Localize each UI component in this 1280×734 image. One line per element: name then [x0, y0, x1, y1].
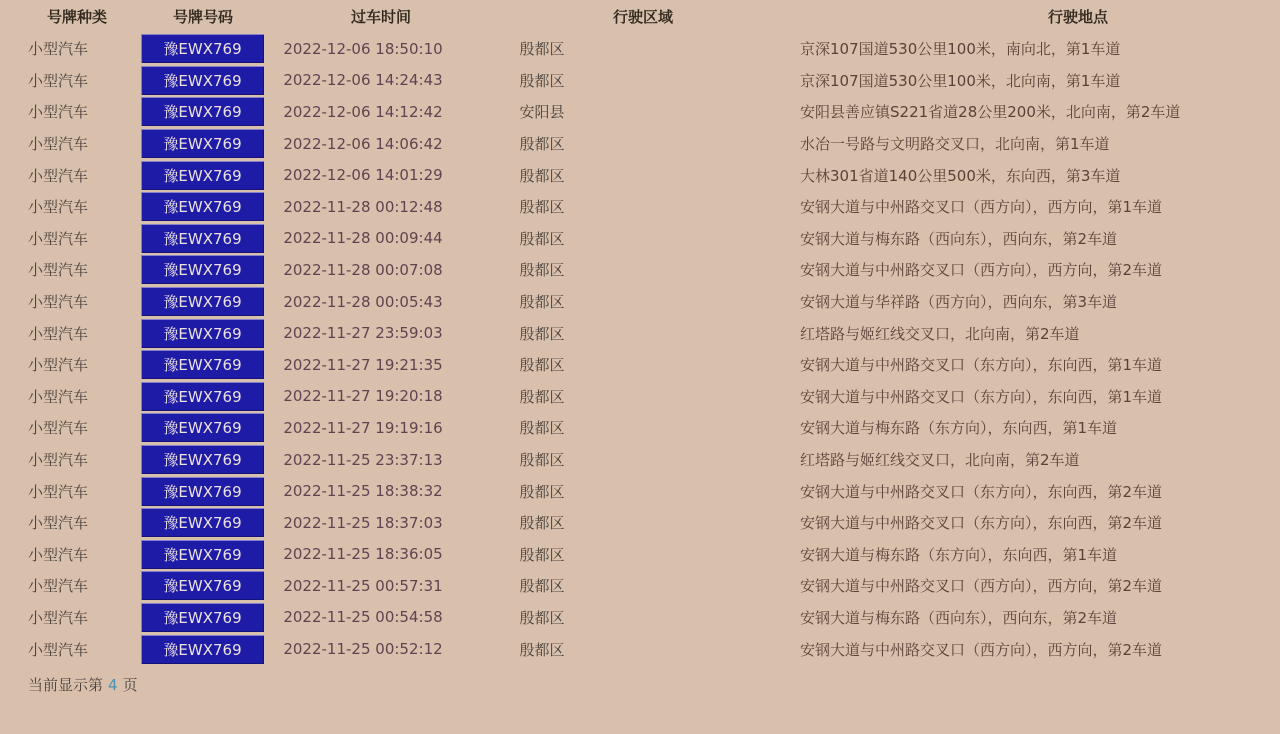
location-cell: 安钢大道与华祥路（西方向），西向东，第3车道: [800, 293, 1118, 312]
location-cell: 安钢大道与中州路交叉口（西方向），西方向，第1车道: [800, 198, 1163, 217]
license-plate-badge[interactable]: 豫EWX769: [141, 287, 264, 316]
region-cell: 殷都区: [519, 640, 565, 659]
plate-type-cell: 小型汽车: [27, 482, 88, 501]
pass-time-cell: 2022-12-06 14:01:29: [283, 166, 443, 185]
plate-type-cell: 小型汽车: [27, 293, 88, 312]
plate-type-cell: 小型汽车: [27, 261, 88, 280]
license-plate-badge[interactable]: 豫EWX769: [141, 129, 264, 158]
plate-number-cell: [141, 66, 264, 95]
plate-type-cell: 小型汽车: [27, 514, 88, 533]
table-row: [0, 507, 1280, 539]
plate-number-cell: [141, 571, 264, 600]
location-cell: 安钢大道与中州路交叉口（东方向），东向西，第1车道: [800, 356, 1163, 375]
plate-number-cell: [141, 540, 264, 569]
header-region: 行驶区域: [612, 8, 674, 26]
table-row: [0, 159, 1280, 191]
region-cell: 殷都区: [519, 545, 565, 564]
location-cell: 安钢大道与中州路交叉口（西方向），西方向，第2车道: [800, 640, 1163, 659]
plate-number-cell: [141, 413, 264, 442]
license-plate-badge[interactable]: 豫EWX769: [141, 255, 264, 284]
license-plate-badge[interactable]: 豫EWX769: [141, 382, 264, 411]
plate-number-cell: [141, 319, 264, 348]
header-plate-type: 号牌种类: [46, 8, 108, 26]
location-cell: 安钢大道与中州路交叉口（西方向），西方向，第2车道: [800, 577, 1163, 596]
pass-time-cell: 2022-11-27 19:21:35: [283, 355, 443, 374]
pass-time-cell: 2022-11-28 00:09:44: [283, 229, 443, 248]
location-cell: 京深107国道530公里100米，南向北，第1车道: [800, 40, 1121, 59]
plate-type-cell: 小型汽车: [27, 166, 88, 185]
license-plate-badge[interactable]: 豫EWX769: [141, 540, 264, 569]
table-row: [0, 444, 1280, 476]
license-plate-badge[interactable]: 豫EWX769: [141, 224, 264, 253]
pass-time-cell: 2022-11-25 00:57:31: [283, 576, 443, 595]
plate-type-cell: 小型汽车: [27, 71, 88, 90]
license-plate-badge[interactable]: 豫EWX769: [141, 508, 264, 537]
license-plate-badge[interactable]: 豫EWX769: [141, 445, 264, 474]
location-cell: 安钢大道与中州路交叉口（西方向），西方向，第2车道: [800, 261, 1163, 280]
pass-time-cell: 2022-12-06 14:12:42: [283, 102, 443, 121]
license-plate-badge[interactable]: 豫EWX769: [141, 161, 264, 190]
pagination-suffix: 页: [122, 675, 138, 694]
pass-time-cell: 2022-11-25 00:52:12: [283, 640, 443, 659]
pass-time-cell: 2022-12-06 14:24:43: [283, 71, 443, 90]
region-cell: 殷都区: [519, 514, 565, 533]
region-cell: 殷都区: [519, 324, 565, 343]
license-plate-badge[interactable]: 豫EWX769: [141, 413, 264, 442]
plate-number-cell: [141, 34, 264, 63]
plate-type-cell: 小型汽车: [27, 229, 88, 248]
current-page-number: 4: [108, 675, 118, 694]
pass-time-cell: 2022-11-28 00:07:08: [283, 260, 443, 279]
plate-number-cell: [141, 350, 264, 379]
license-plate-badge[interactable]: 豫EWX769: [141, 34, 264, 63]
plate-type-cell: 小型汽车: [27, 419, 88, 438]
plate-type-cell: 小型汽车: [27, 640, 88, 659]
location-cell: 京深107国道530公里100米，北向南，第1车道: [800, 71, 1121, 90]
plate-number-cell: [141, 603, 264, 632]
license-plate-badge[interactable]: 豫EWX769: [141, 97, 264, 126]
region-cell: 殷都区: [519, 166, 565, 185]
region-cell: 殷都区: [519, 608, 565, 627]
license-plate-badge[interactable]: 豫EWX769: [141, 603, 264, 632]
pass-time-cell: 2022-11-25 18:37:03: [283, 513, 443, 532]
pass-time-cell: 2022-12-06 14:06:42: [283, 134, 443, 153]
license-plate-badge[interactable]: 豫EWX769: [141, 571, 264, 600]
region-cell: 殷都区: [519, 419, 565, 438]
pass-time-cell: 2022-11-25 00:54:58: [283, 608, 443, 627]
pass-time-cell: 2022-11-28 00:05:43: [283, 292, 443, 311]
pagination: [28, 674, 1280, 695]
license-plate-badge[interactable]: 豫EWX769: [141, 319, 264, 348]
license-plate-badge[interactable]: 豫EWX769: [141, 192, 264, 221]
license-plate-badge[interactable]: 豫EWX769: [141, 66, 264, 95]
region-cell: 殷都区: [519, 261, 565, 280]
table-row: [0, 633, 1280, 665]
plate-type-cell: 小型汽车: [27, 324, 88, 343]
license-plate-badge[interactable]: 豫EWX769: [141, 477, 264, 506]
region-cell: 殷都区: [519, 135, 565, 154]
location-cell: 安钢大道与中州路交叉口（东方向），东向西，第2车道: [800, 482, 1163, 501]
table-row: [0, 33, 1280, 65]
table-row: [0, 286, 1280, 318]
location-cell: 安阳县善应镇S221省道28公里200米，北向南，第2车道: [800, 103, 1181, 122]
region-cell: 殷都区: [519, 229, 565, 248]
pass-time-cell: 2022-11-25 18:38:32: [283, 482, 443, 501]
table-row: [0, 381, 1280, 413]
plate-number-cell: [141, 382, 264, 411]
plate-type-cell: 小型汽车: [27, 451, 88, 470]
region-cell: 殷都区: [519, 387, 565, 406]
location-cell: 大林301省道140公里500米，东向西，第3车道: [800, 166, 1121, 185]
header-location: 行驶地点: [1047, 8, 1109, 26]
location-cell: 安钢大道与梅东路（东方向），东向西，第1车道: [800, 545, 1118, 564]
license-plate-badge[interactable]: 豫EWX769: [141, 635, 264, 664]
pagination-prefix: 当前显示第: [28, 675, 104, 694]
plate-number-cell: [141, 224, 264, 253]
table-row: [0, 602, 1280, 634]
table-row: [0, 475, 1280, 507]
location-cell: 水冶一号路与文明路交叉口，北向南，第1车道: [800, 135, 1110, 154]
region-cell: 殷都区: [519, 293, 565, 312]
table-row: [0, 96, 1280, 128]
plate-number-cell: [141, 192, 264, 221]
header-pass-time: 过车时间: [350, 8, 412, 26]
plate-type-cell: 小型汽车: [27, 387, 88, 406]
plate-type-cell: 小型汽车: [27, 356, 88, 375]
table-row: [0, 65, 1280, 97]
header-plate-number: 号牌号码: [172, 8, 234, 26]
table-row: [0, 349, 1280, 381]
table-body: [0, 33, 1280, 665]
table-row: [0, 570, 1280, 602]
region-cell: 殷都区: [519, 40, 565, 59]
location-cell: 安钢大道与梅东路（东方向），东向西，第1车道: [800, 419, 1118, 438]
plate-number-cell: [141, 635, 264, 664]
region-cell: 殷都区: [519, 198, 565, 217]
plate-type-cell: 小型汽车: [27, 135, 88, 154]
plate-type-cell: 小型汽车: [27, 198, 88, 217]
location-cell: 红塔路与姬红线交叉口，北向南，第2车道: [800, 324, 1080, 343]
pass-time-cell: 2022-11-25 18:36:05: [283, 545, 443, 564]
table-row: [0, 128, 1280, 160]
table-row: [0, 223, 1280, 255]
plate-number-cell: [141, 255, 264, 284]
location-cell: 红塔路与姬红线交叉口，北向南，第2车道: [800, 451, 1080, 470]
table-header-row: [0, 0, 1280, 33]
table-row: [0, 254, 1280, 286]
pass-time-cell: 2022-11-28 00:12:48: [283, 197, 443, 216]
plate-number-cell: [141, 97, 264, 126]
table-row: [0, 317, 1280, 349]
plate-number-cell: [141, 129, 264, 158]
pass-time-cell: 2022-11-25 23:37:13: [283, 450, 443, 469]
plate-type-cell: 小型汽车: [27, 608, 88, 627]
region-cell: 殷都区: [519, 577, 565, 596]
region-cell: 殷都区: [519, 451, 565, 470]
plate-type-cell: 小型汽车: [27, 545, 88, 564]
table-row: [0, 539, 1280, 571]
pass-time-cell: 2022-11-27 23:59:03: [283, 324, 443, 343]
plate-type-cell: 小型汽车: [27, 577, 88, 596]
plate-number-cell: [141, 445, 264, 474]
region-cell: 殷都区: [519, 71, 565, 90]
pass-time-cell: 2022-12-06 18:50:10: [283, 39, 443, 58]
license-plate-badge[interactable]: 豫EWX769: [141, 350, 264, 379]
plate-number-cell: [141, 287, 264, 316]
region-cell: 殷都区: [519, 482, 565, 501]
region-cell: 安阳县: [519, 103, 565, 122]
plate-type-cell: 小型汽车: [27, 40, 88, 59]
location-cell: 安钢大道与中州路交叉口（东方向），东向西，第2车道: [800, 514, 1163, 533]
table-row: [0, 412, 1280, 444]
plate-number-cell: [141, 477, 264, 506]
plate-number-cell: [141, 161, 264, 190]
pass-time-cell: 2022-11-27 19:20:18: [283, 387, 443, 406]
location-cell: 安钢大道与梅东路（西向东），西向东，第2车道: [800, 229, 1118, 248]
plate-number-cell: [141, 508, 264, 537]
pass-time-cell: 2022-11-27 19:19:16: [283, 418, 443, 437]
table-row: [0, 191, 1280, 223]
region-cell: 殷都区: [519, 356, 565, 375]
location-cell: 安钢大道与中州路交叉口（东方向），东向西，第1车道: [800, 387, 1163, 406]
plate-type-cell: 小型汽车: [27, 103, 88, 122]
location-cell: 安钢大道与梅东路（西向东），西向东，第2车道: [800, 608, 1118, 627]
